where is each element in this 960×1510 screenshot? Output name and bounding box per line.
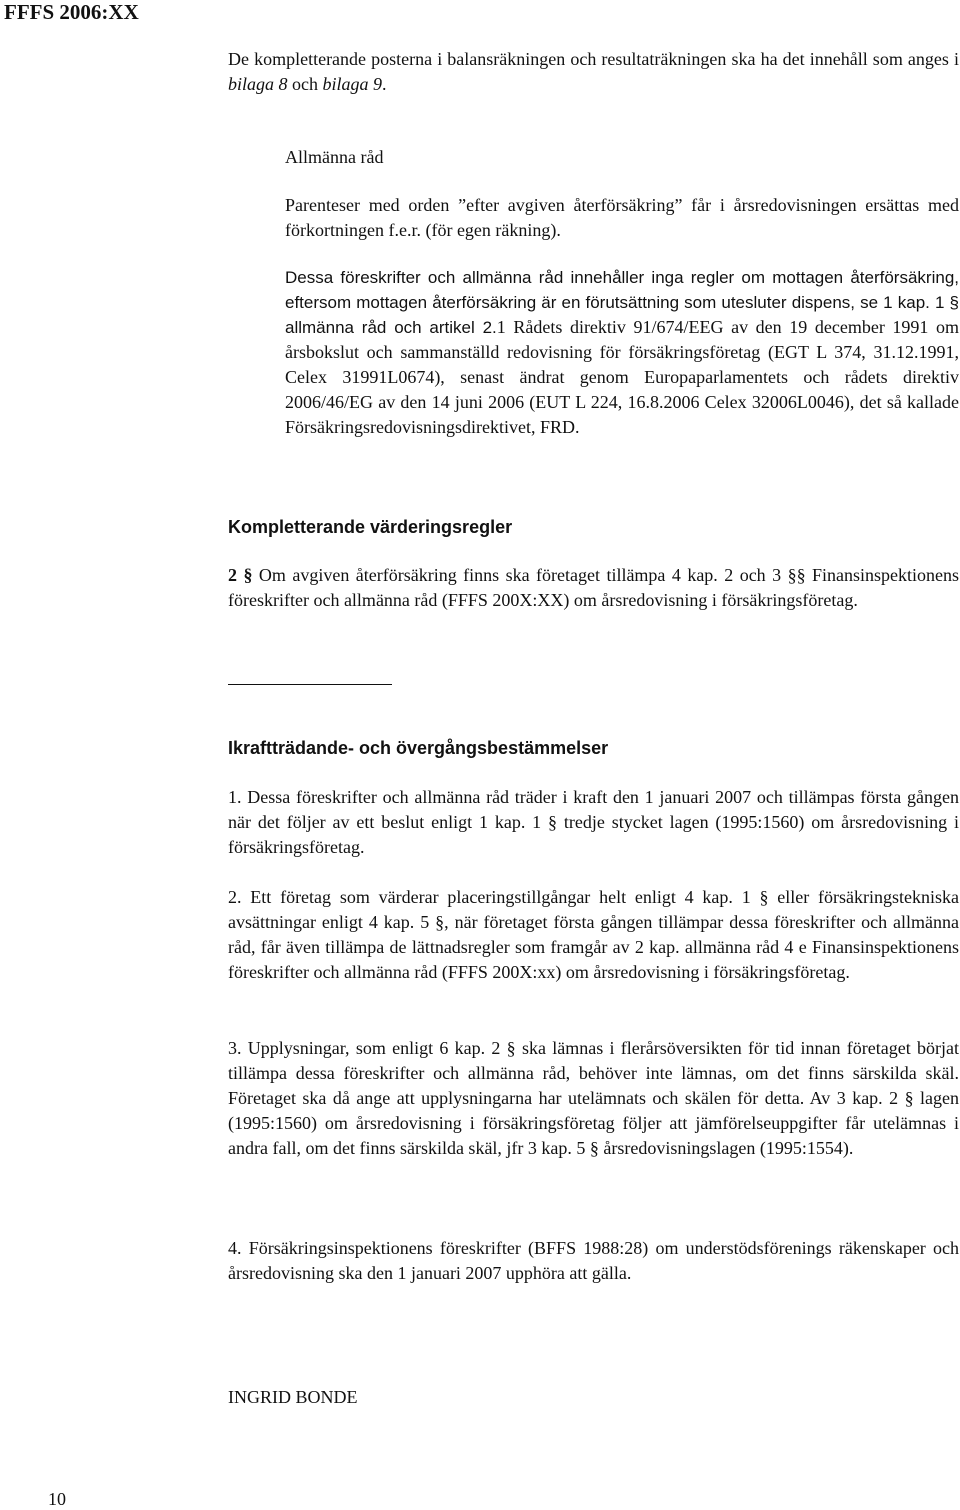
- section-divider: [228, 684, 392, 685]
- page-number: 10: [48, 1489, 66, 1509]
- intro-text-end: .: [382, 74, 387, 94]
- transitional-item-1: 1. Dessa föreskrifter och allmänna råd träder i kraft den 1 januari 2007 och tillämpas första gången när det följer av ett beslut enligt 1 kap. 1 § tredje stycket lagen (1995:1560) om årsredovisning i försäkringsföretag.: [228, 787, 959, 857]
- paragraph-2: [228, 563, 959, 613]
- document-id-header: FFFS 2006:XX: [4, 0, 139, 24]
- advice-title: Allmänna råd: [285, 147, 384, 167]
- transitional-item-3: 3. Upplysningar, som enligt 6 kap. 2 § ska lämnas i flerårsöversikten för tid innan företaget börjat tillämpa dessa föreskrifter och allmänna råd, behöver inte lämnas, om det finns särskilda skäl. Företaget ska då ange att upplysningarna har utelämnats och skälen för detta. Av 3 kap. 2 § lagen (1995:1560) om årsredovisning i försäkringsföretag följer att jämförelseuppgifter får utelämnas i andra fall, om det finns särskilda skäl, jfr 3 kap. 5 § årsredovisningslagen (1995:1554).: [228, 1038, 959, 1158]
- transitional-item-2: 2. Ett företag som värderar placeringstillgångar helt enligt 4 kap. 1 § eller försäkringstekniska avsättningar enligt 4 kap. 5 §, när företaget första gången tillämpar dessa föreskrifter och allmänna råd, får även tillämpa de lättnadsregler som framgår av 2 kap. allmänna råd 4 e Finansinspektionens föreskrifter och allmänna råd (FFFS 200X:xx) om årsredovisning i försäkringsföretag.: [228, 887, 959, 982]
- advice-body: Parenteser med orden ”efter avgiven återförsäkring” får i årsredovisningen ersättas med förkortningen f.e.r. (för egen räkning).: [285, 195, 959, 240]
- paragraph-number: 2 §: [228, 565, 253, 585]
- note-text-sans: Dessa föreskrifter och allmänna råd innehåller inga regler om mottagen återförsäkring, eftersom mottagen återförsäkring är en förutsättning som utesluter dispens, se 1 kap. 1 § allmänna råd och artikel 2.: [285, 268, 959, 337]
- note-text-directive: 1 Rådets direktiv 91/674/EEG av den 19 december 1991 om årsbokslut och sammanställd redovisning för försäkringsföretag (EGT L 374, 31.12.1991, Celex 31991L0674), senast ändrat genom Europaparlamentets och rådets direktiv 2006/46/EG av den 14 juni 2006 (EUT L 224, 16.8.2006 Celex 32006L0046), det så kallade Försäkringsredovisningsdirektivet, FRD.: [285, 317, 959, 437]
- link-bilaga-9: bilaga 9: [322, 74, 383, 94]
- signatory-name: INGRID BONDE: [228, 1387, 358, 1407]
- paragraph-2-text: Om avgiven återförsäkring finns ska företaget tillämpa 4 kap. 2 och 3 §§ Finansinspektionens föreskrifter och allmänna råd (FFFS 200X:XX) om årsredovisning i försäkringsföretag.: [228, 565, 960, 610]
- transitional-item-4: 4. Försäkringsinspektionens föreskrifter (BFFS 1988:28) om understödsförenings räkenskaper och årsredovisning ska den 1 januari 2007 upphöra att gälla.: [228, 1238, 959, 1283]
- intro-text-start: De kompletterande posterna i balansräkningen och resultaträkningen ska ha det innehåll som anges i: [228, 49, 959, 69]
- intro-paragraph: [228, 47, 959, 97]
- explanatory-note: [285, 265, 959, 440]
- link-bilaga-8: bilaga 8: [228, 74, 288, 94]
- intro-text-and: och: [287, 74, 323, 94]
- general-advice-block: [285, 145, 959, 243]
- heading-kompletterande: Kompletterande värderingsregler: [228, 517, 513, 537]
- heading-ikrafttradande: Ikraftträdande- och övergångsbestämmelser: [228, 738, 609, 758]
